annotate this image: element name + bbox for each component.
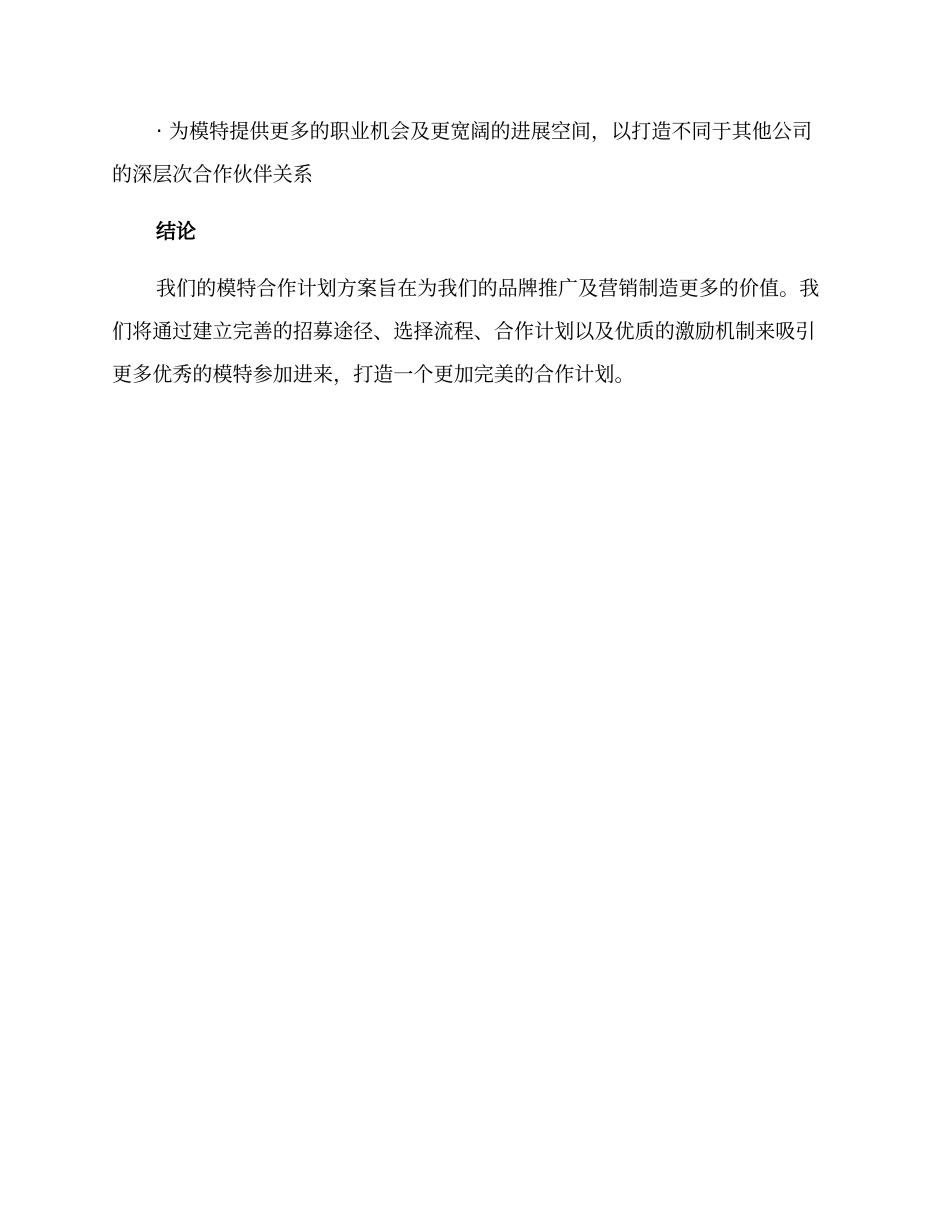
conclusion-paragraph: 我们的模特合作计划方案旨在为我们的品牌推广及营销制造更多的价值。我们将通过建立完善的招募途径、选择流程、合作计划以及优质的激励机制来吸引更多优秀的模特参加进来，打造一个更加完美的合作计划。 (112, 276, 820, 386)
bullet-paragraph: · 为模特提供更多的职业机会及更宽阔的进展空间，以打造不同于其他公司的深层次合作伙伴关系 (112, 119, 813, 186)
section-heading-conclusion: 结论 (156, 219, 196, 243)
document-body (112, 110, 832, 396)
